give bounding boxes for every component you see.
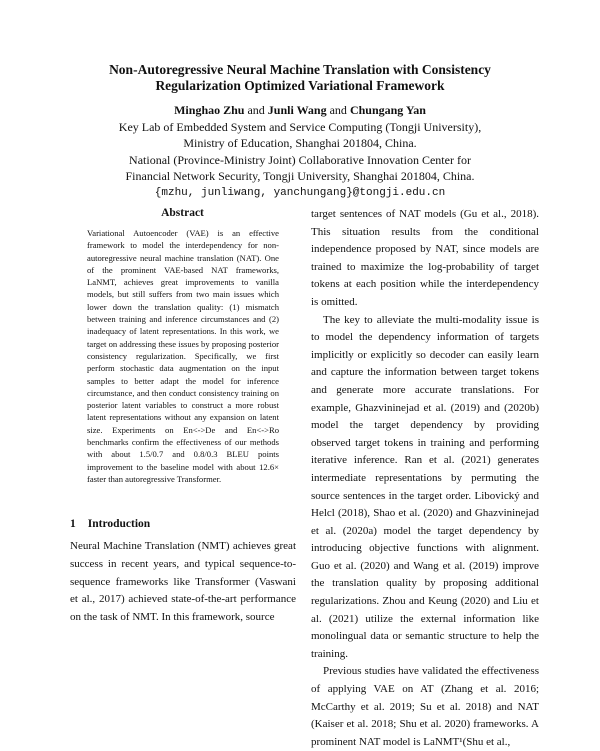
- affiliation-line: National (Province-Ministry Joint) Collaborative Innovation Center for: [129, 152, 471, 167]
- affiliation-line: Key Lab of Embedded System and Service Computing (Tongji University),: [118, 119, 482, 134]
- intro-paragraph: Neural Machine Translation (NMT) achieves great success in recent years, and typical sequence-to-sequence frameworks like Transformer (Vaswani et al., 2017) achieved state-of-the-art performance on the task of NMT. In this framework, source: [70, 540, 296, 624]
- right-column: [311, 206, 539, 751]
- body-paragraph: target sentences of NAT models (Gu et al., 2018). This situation results from the conditional independence proposed by NAT, since models are trained to maximize the log-probability of target tokens at each position while the interdependency is omitted.: [311, 208, 539, 308]
- body-paragraph: The key to alleviate the multi-modality issue is to model the dependency information of targets implicitly or explicitly so decoder can easily learn and capture the information between target tokens and generate more accurate translations. For example, Ghazvininejad et al. (2019) and (2020b) model the target dependency by providing observed target tokens in training and performing iterative inference. Ran et al. (2021) generates intermediate representations by permuting the source sentences in the target order. Libovický and Helcl (2018), Shao et al. (2020) and Ghazvininejad et al. (2020a) model the target dependency by introducing objective functions with alignment. Guo et al. (2020) and Wang et al. (2019) improve the translation quality by proposing additional regularizations. Zhou and Keung (2020) and Liu et al. (2021) utilize the external information like monolingual data or semantic structure to help the training.: [311, 313, 539, 660]
- body-paragraph: Previous studies have validated the effectiveness of applying VAE on AT (Zhang et al. 2016; McCarthy et al. 2019; Su et al. 2018) and NAT (Kaiser et al. 2018; Shu et al. 2020) frameworks. A prominent NAT model is LaNMT¹(Shu et al.,: [311, 665, 539, 748]
- abstract-text: Variational Autoencoder (VAE) is an effective framework to model the interdependency for non-autoregressive neural machine translation (NAT). One of the prominent VAE-based NAT frameworks, LaNMT, achieves great improvements to vanilla models, but still suffers from two main issues which lower down the translation quality: (1) mismatch between training and inference circumstances and (2) inadequacy of latent representations. In this work, we target on addressing these issues by proposing posterior consistency regularization. Specifically, we first perform stochastic data augmentation on the input samples to better adapt the model for inference circumstance, and then conduct consistency training on posterior latent variables to construct a more robust latent representations without any expansion on latent size. Experiments on En<->De and En<->Ro benchmarks confirm the effectiveness of our methods with about 1.5/0.7 and 0.8/0.3 BLEU points improvement to the baseline model with about 12.6× faster than autoregressive Transformer.: [87, 228, 279, 484]
- paper-title: [40, 62, 560, 94]
- title-line-1: Non-Autoregressive Neural Machine Translation with Consistency: [109, 62, 491, 77]
- author-block: [40, 102, 560, 201]
- author-separator: and: [329, 103, 347, 117]
- section-title: Introduction: [87, 518, 151, 530]
- affiliation-line: Ministry of Education, Shanghai 201804, China.: [183, 136, 417, 150]
- author-name: Chungang Yan: [349, 103, 426, 117]
- author-names: [40, 102, 560, 119]
- title-line-2: Regularization Optimized Variational Framework: [155, 78, 445, 93]
- affiliation-line: Financial Network Security, Tongji University, Shanghai 201804, China.: [125, 169, 475, 183]
- author-separator: and: [247, 103, 265, 117]
- author-email: {mzhu, junliwang, yanchungang}@tongji.edu.cn: [154, 186, 446, 199]
- section-number: 1: [70, 518, 76, 530]
- author-name: Junli Wang: [267, 103, 327, 117]
- author-name: Minghao Zhu: [174, 103, 245, 117]
- abstract-heading: Abstract: [161, 207, 204, 219]
- section-heading: [70, 518, 295, 530]
